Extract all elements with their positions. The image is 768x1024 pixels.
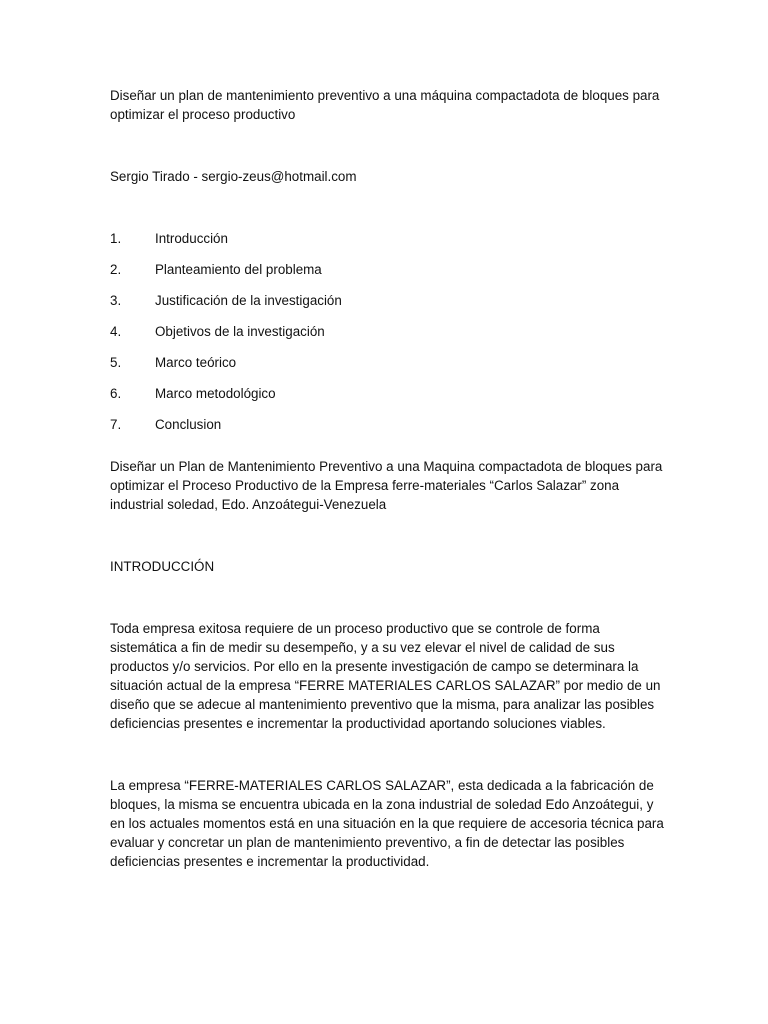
toc-label: Marco metodológico: [155, 386, 276, 401]
author-line: Sergio Tirado - sergio-zeus@hotmail.com: [110, 169, 357, 184]
document-title: Diseñar un plan de mantenimiento preventivo a una máquina compactadota de bloques para optimizar el proceso productivo: [110, 88, 660, 122]
paragraph-2: La empresa “FERRE-MATERIALES CARLOS SALAZAR”, esta dedicada a la fabricación de bloques, la misma se encuentra ubicada en la zona industrial de soledad Edo Anzoátegui, y en los actuales momentos está en una situación en la que requiere de accesoria técnica para evaluar y concretar un plan de mantenimiento preventivo, a fin de detectar las posibles deficiencias presentes e incrementar la productividad.: [110, 778, 664, 869]
toc-number: 7.: [110, 417, 122, 432]
toc-item: [110, 384, 670, 403]
paragraph-1-block: [110, 619, 670, 733]
toc-number: 5.: [110, 355, 122, 370]
toc-label: Conclusion: [155, 417, 222, 432]
toc-item: [110, 291, 670, 310]
table-of-contents: [110, 229, 670, 434]
full-title-block: [110, 457, 670, 514]
toc-item: [110, 353, 670, 372]
toc-label: Justificación de la investigación: [155, 293, 342, 308]
toc-label: Planteamiento del problema: [155, 262, 322, 277]
toc-item: [110, 322, 670, 341]
paragraph-2-block: [110, 776, 670, 871]
toc-item: [110, 260, 670, 279]
toc-item: [110, 415, 670, 434]
toc-label: Introducción: [155, 231, 228, 246]
full-title: Diseñar un Plan de Mantenimiento Preventivo a una Maquina compactadota de bloques para optimizar el Proceso Productivo de la Empresa ferre-materiales “Carlos Salazar” zona industrial soledad, Edo. Anzoátegui-Venezuela: [110, 459, 663, 512]
toc-number: 2.: [110, 262, 122, 277]
toc-number: 3.: [110, 293, 122, 308]
toc-label: Objetivos de la investigación: [155, 324, 325, 339]
document-title-block: [110, 86, 670, 124]
toc-item: [110, 229, 670, 248]
paragraph-1: Toda empresa exitosa requiere de un proceso productivo que se controle de forma sistemática a fin de medir su desempeño, y a su vez elevar el nivel de calidad de sus productos y/o servicios. Por ello en la presente investigación de campo se determinara la situación actual de la empresa “FERRE MATERIALES CARLOS SALAZAR” por medio de un diseño que se adecue al mantenimiento preventivo que la misma, para analizar las posibles deficiencias presentes e incrementar la productividad aportando soluciones viables.: [110, 621, 661, 731]
intro-heading: INTRODUCCIÓN: [110, 559, 215, 574]
toc-number: 4.: [110, 324, 122, 339]
document-page: [110, 84, 670, 871]
toc-label: Marco teórico: [155, 355, 237, 370]
toc-number: 6.: [110, 386, 122, 401]
intro-heading-block: [110, 557, 670, 576]
toc-number: 1.: [110, 231, 122, 246]
author-block: [110, 167, 670, 186]
